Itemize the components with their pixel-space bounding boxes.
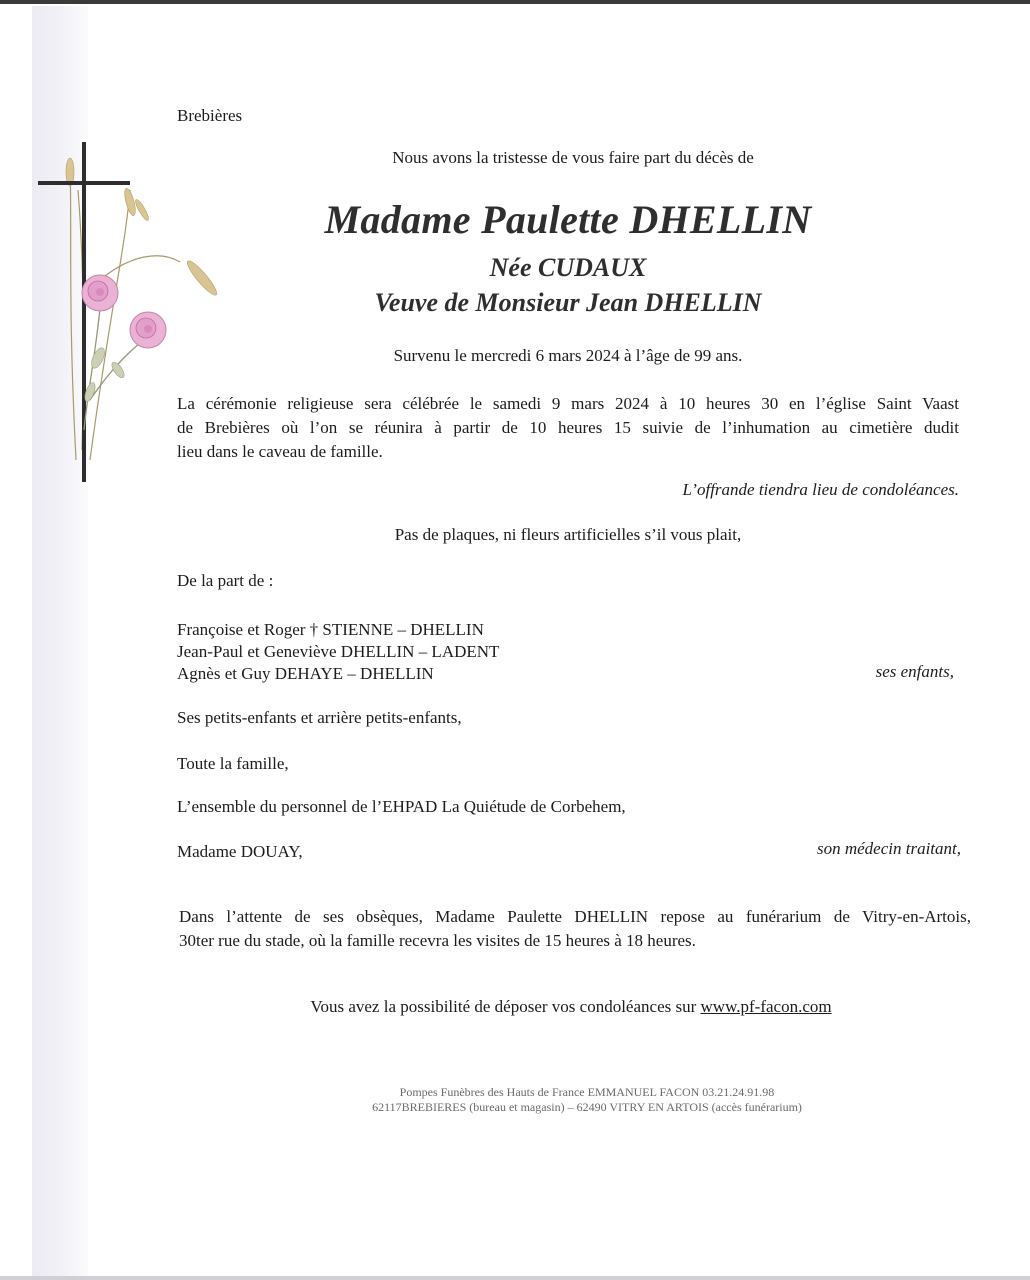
ceremony-line: de Brebières où l’on se réunira à partir de 10 heures 15 suivie de l’inhumation au cimetière dudit	[177, 418, 959, 437]
ceremony-line: La cérémonie religieuse sera célébrée le samedi 9 mars 2024 à 10 heures 30 en l’église Saint Vaast	[177, 394, 959, 413]
bottom-rule	[0, 1276, 1030, 1280]
ceremony-line: lieu dans le caveau de famille.	[177, 442, 383, 461]
family-member: Agnès et Guy DEHAYE – DHELLIN	[177, 664, 434, 683]
widow-of: Veuve de Monsieur Jean DHELLIN	[374, 288, 762, 317]
family-member: Françoise et Roger † STIENNE – DHELLIN	[177, 620, 484, 639]
offrande-text: L’offrande tiendra lieu de condoléances.	[682, 480, 959, 499]
whole-family-text: Toute la famille,	[177, 754, 289, 773]
town: Brebières	[177, 106, 243, 125]
no-plaques-text: Pas de plaques, ni fleurs artificielles s’il vous plait,	[394, 525, 742, 544]
funerarium-paragraph	[179, 905, 971, 953]
condolences-line	[0, 996, 1030, 1018]
intro-text: Nous avons la tristesse de vous faire part du décès de	[392, 148, 754, 167]
funerarium-line: Dans l’attente de ses obsèques, Madame Paulette DHELLIN repose au funérarium de Vitry-en-Artois,	[179, 907, 971, 926]
grandchildren-text: Ses petits-enfants et arrière petits-enfants,	[177, 708, 462, 727]
maiden-name: Née CUDAUX	[489, 253, 647, 282]
family-member: Jean-Paul et Geneviève DHELLIN – LADENT	[177, 642, 500, 661]
funerarium-line: 30ter rue du stade, où la famille recevra les visites de 15 heures à 18 heures.	[179, 931, 696, 950]
condolences-text: Vous avez la possibilité de déposer vos condoléances sur	[310, 997, 701, 1016]
footer-address: 62117BREBIERES (bureau et magasin) – 62490 VITRY EN ARTOIS (accès funérarium)	[372, 1100, 802, 1114]
death-date-text: Survenu le mercredi 6 mars 2024 à l’âge de 99 ans.	[393, 346, 743, 365]
deceased-name: Madame Paulette DHELLIN	[324, 197, 812, 242]
ses-enfants-label: ses enfants,	[875, 662, 954, 681]
ehpad-staff-text: L’ensemble du personnel de l’EHPAD La Quiétude de Corbehem,	[177, 797, 626, 816]
condolences-link[interactable]: www.pf-facon.com	[700, 997, 832, 1016]
doctor-label: son médecin traitant,	[816, 839, 961, 858]
de-la-part-label: De la part de :	[177, 571, 274, 590]
top-rule	[0, 0, 1030, 4]
doctor-name: Madame DOUAY,	[177, 842, 303, 861]
footer-company: Pompes Funèbres des Hauts de France EMMANUEL FACON 03.21.24.91.98	[399, 1085, 775, 1099]
ceremony-paragraph	[177, 392, 959, 464]
